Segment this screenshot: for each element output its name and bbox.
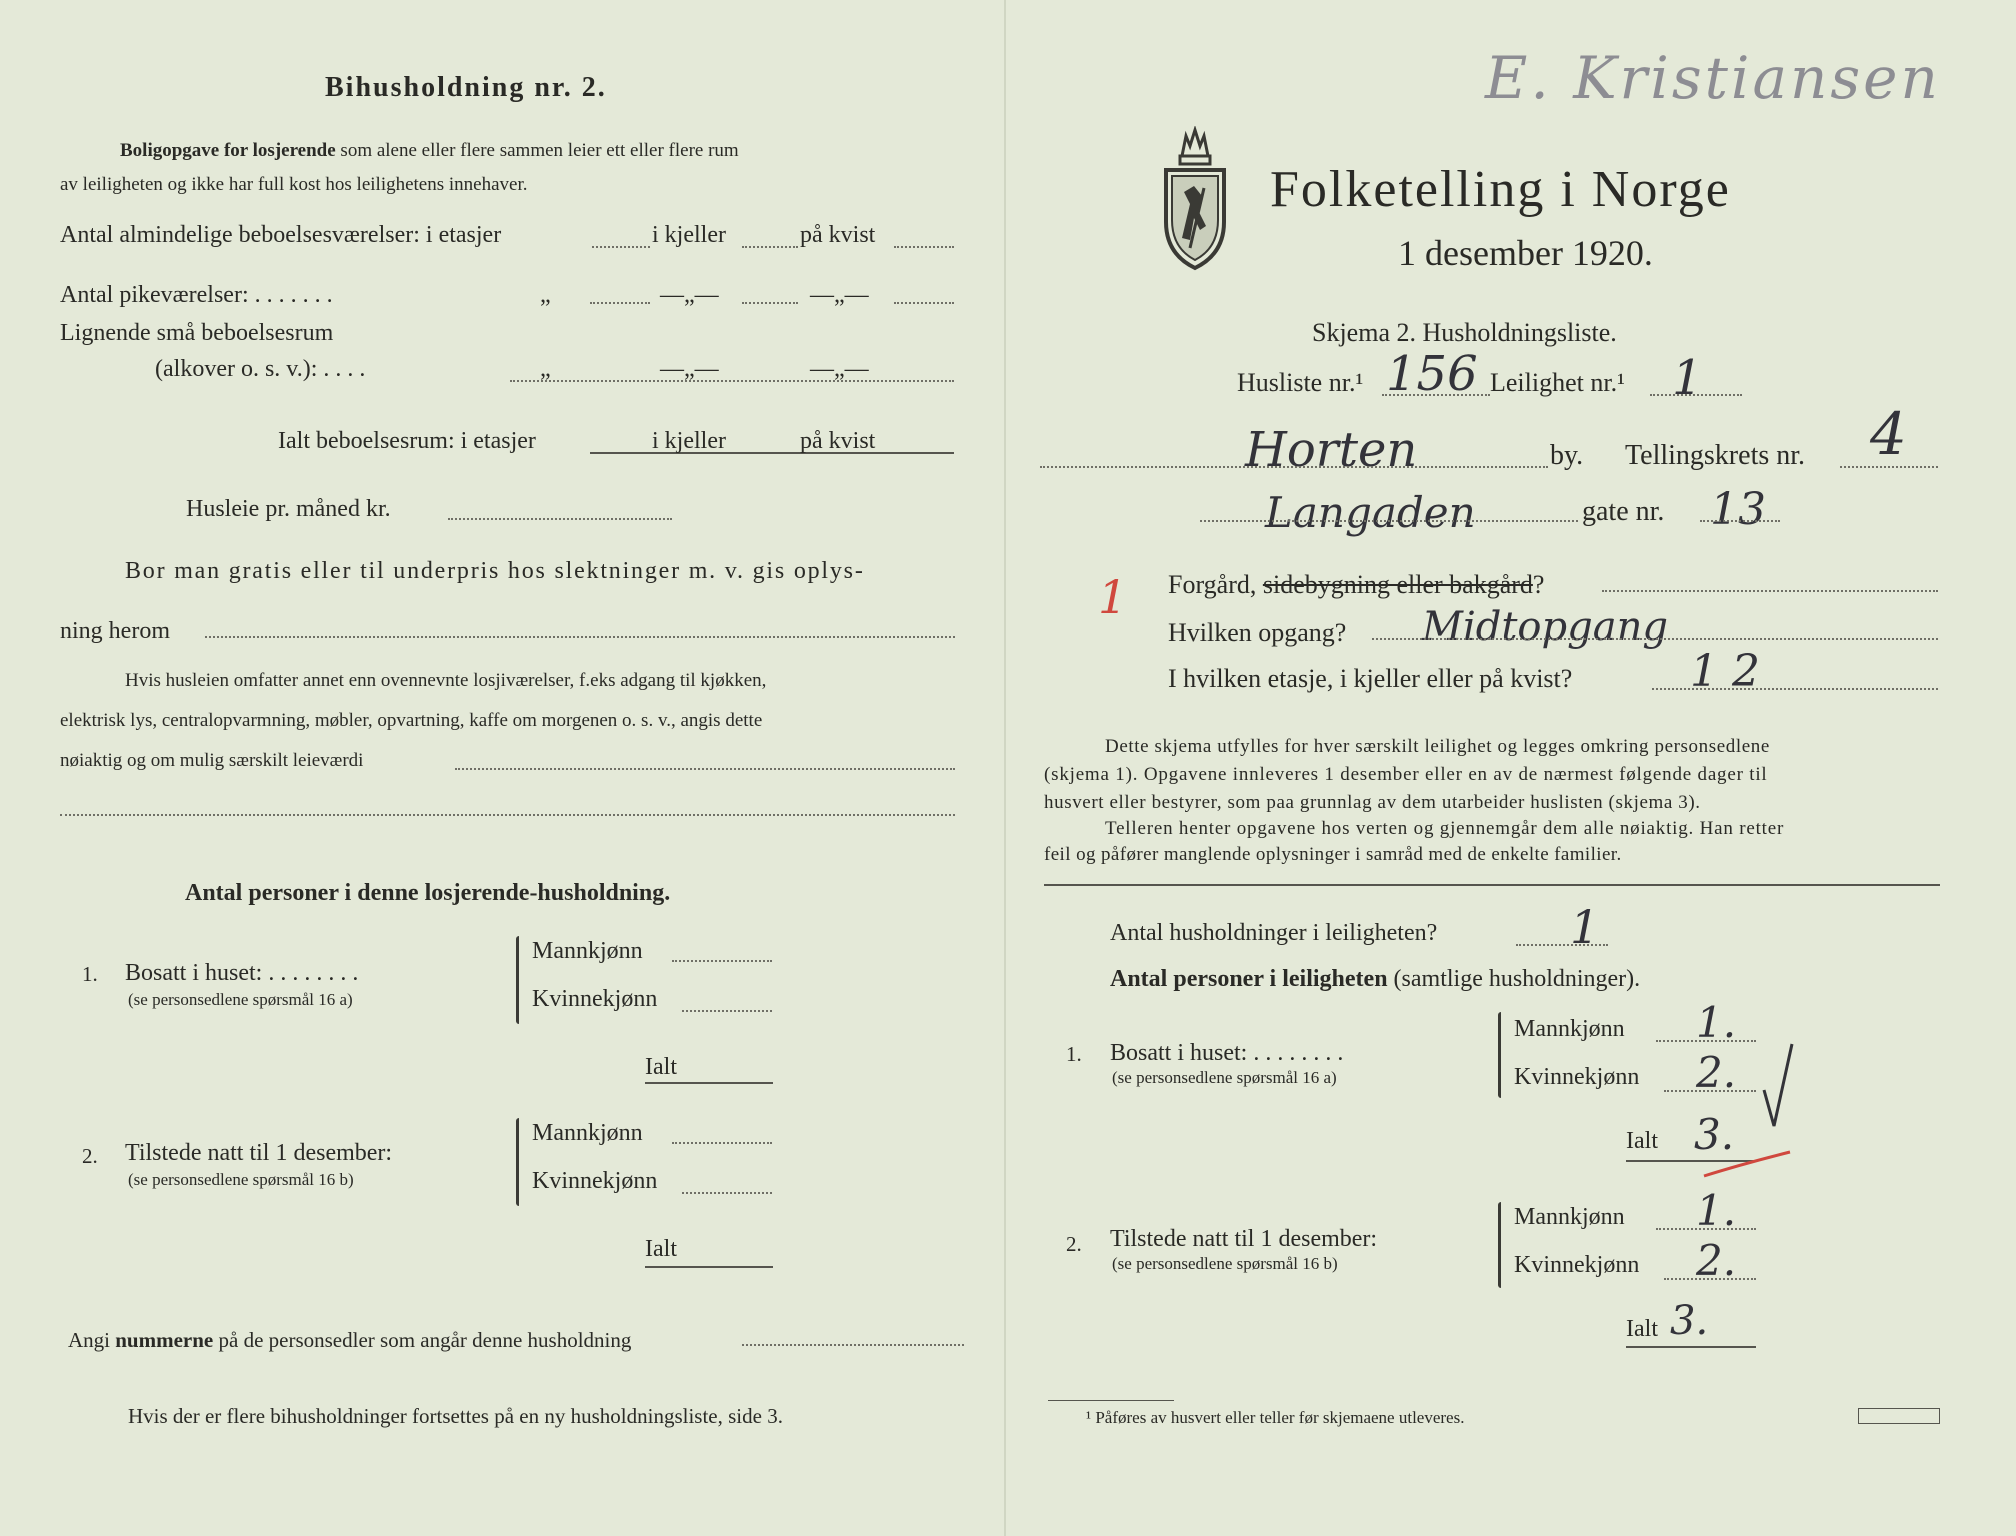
gate-value[interactable]: Langaden — [1265, 488, 1476, 537]
left-angi-pre: Angi — [68, 1328, 110, 1352]
left-intro-line2: av leiligheten og ikke har full kost hos leilighetens innehaver. — [60, 174, 528, 195]
left-hvis-line1: Hvis husleien omfatter annet enn ovennevnte losjiværelser, f.eks adgang til kjøkken, — [125, 670, 767, 691]
left-lignende-label: Lignende små beboelsesrum — [60, 320, 334, 346]
left-q2-brace — [516, 1118, 519, 1206]
form-skjema: Skjema 2. Husholdningsliste. — [1312, 318, 1617, 347]
right-q2-sub: (se personsedlene spørsmål 16 b) — [1112, 1254, 1338, 1273]
left-q1-sub: (se personsedlene spørsmål 16 a) — [128, 990, 353, 1009]
left-pike-ditto3: —„— — [810, 282, 869, 308]
red-pencil-stroke-icon — [1702, 1150, 1792, 1180]
antal-pers-rest: (samtlige husholdninger). — [1393, 966, 1641, 992]
antal-pers-bold: Antal personer i leiligheten — [1110, 966, 1388, 992]
husliste-value[interactable]: 156 — [1386, 346, 1478, 402]
left-rooms-label: Antal almindelige beboelsesværelser: i etasjer — [60, 222, 502, 248]
left-pike-kjeller-blank[interactable] — [742, 302, 798, 304]
left-pike-ditto1: „ — [540, 282, 551, 308]
left-hvis-line3: nøiaktig og om mulig særskilt leieværdi — [60, 750, 364, 771]
left-bor-blank[interactable] — [205, 636, 955, 638]
right-q2-mann-blank — [1656, 1228, 1756, 1230]
left-intro-rest: som alene eller flere sammen leier ett eller flere rum — [340, 140, 739, 161]
left-alkover-ditto3: —„— — [810, 356, 869, 382]
left-husleie-label: Husleie pr. måned kr. — [186, 496, 391, 522]
right-q2-kvinne-value[interactable]: 2. — [1696, 1236, 1737, 1285]
right-q2-num: 2. — [1066, 1232, 1082, 1256]
forgard-struck: sidebygning eller bakgård — [1262, 570, 1533, 599]
left-rooms-kjeller-label: i kjeller — [652, 222, 726, 248]
left-q1-mann-blank[interactable] — [672, 960, 772, 962]
husliste-blank — [1382, 394, 1490, 396]
right-q1-ialt-value[interactable]: 3. — [1694, 1110, 1735, 1159]
antal-hush-blank — [1516, 944, 1608, 946]
antal-hush-value[interactable]: 1 — [1570, 900, 1600, 954]
gate-nr-blank — [1700, 520, 1780, 522]
right-q1-mann-value[interactable]: 1. — [1696, 998, 1737, 1047]
opgang-label: Hvilken opgang? — [1168, 618, 1347, 647]
left-pike-etasjer-blank[interactable] — [590, 302, 650, 304]
left-pike-kvist-blank[interactable] — [894, 302, 954, 304]
left-bor-line1: Bor man gratis eller til underpris hos slektninger m. v. gis oplys- — [125, 558, 865, 584]
left-angi-rest: på de personsedler som angår denne husholdning — [218, 1328, 632, 1352]
section-rule — [1044, 884, 1940, 886]
by-value[interactable]: Horten — [1245, 422, 1418, 478]
leilighet-label: Leilighet nr.¹ — [1490, 368, 1625, 397]
left-rooms-etasjer-blank[interactable] — [592, 246, 650, 248]
left-q2-mann-blank[interactable] — [672, 1142, 772, 1144]
para2-line1: Telleren henter opgavene hos verten og gjennemgår dem alle nøiaktig. Han retter — [1105, 818, 1785, 839]
leilighet-value[interactable]: 1 — [1672, 350, 1703, 406]
forgard-label: Forgård, — [1168, 570, 1257, 599]
gate-label: gate nr. — [1582, 496, 1665, 527]
left-intro-bold: Boligopgave for losjerende — [120, 140, 336, 161]
left-rooms-kjeller-blank[interactable] — [742, 246, 798, 248]
left-q1-label: Bosatt i huset: . . . . . . . . — [125, 960, 359, 986]
left-angi-line — [68, 1328, 631, 1353]
right-q1-kvinne-value[interactable]: 2. — [1696, 1048, 1737, 1097]
left-q1-ialt-line — [645, 1082, 773, 1084]
right-q1-sub: (se personsedlene spørsmål 16 a) — [1112, 1068, 1337, 1087]
left-q1-kvinne-blank[interactable] — [682, 1010, 772, 1012]
leilighet-blank — [1650, 394, 1742, 396]
forgard-q: ? — [1532, 570, 1545, 599]
krets-value[interactable]: 4 — [1870, 400, 1907, 468]
left-q2-ialt-label: Ialt — [645, 1236, 677, 1262]
antal-pers-line — [1110, 966, 1640, 993]
left-alkover-blank[interactable] — [510, 380, 954, 382]
form-date: 1 desember 1920. — [1398, 233, 1653, 273]
left-q1-kvinne-label: Kvinnekjønn — [532, 986, 658, 1012]
footnote: ¹ Påføres av husvert eller teller før skjemaene utleveres. — [1086, 1408, 1465, 1427]
left-alkover-ditto2: —„— — [660, 356, 719, 382]
krets-label: Tellingskrets nr. — [1625, 440, 1806, 471]
right-q2-kvinne-blank — [1664, 1278, 1756, 1280]
right-q1-ialt-label: Ialt — [1626, 1128, 1658, 1154]
left-heading: Bihusholdning nr. 2. — [325, 72, 607, 103]
left-angi-blank[interactable] — [742, 1344, 964, 1346]
left-q2-kvinne-label: Kvinnekjønn — [532, 1168, 658, 1194]
forgard-line — [1168, 570, 1544, 600]
gate-nr-value[interactable]: 13 — [1710, 484, 1766, 535]
left-hvis-blank2[interactable] — [60, 814, 955, 816]
right-q2-ialt-label: Ialt — [1626, 1316, 1658, 1342]
left-hvis-line2: elektrisk lys, centralopvarmning, møbler, opvartning, kaffe om morgenen o. s. v., angis dette — [60, 710, 763, 731]
left-q2-label: Tilstede natt til 1 desember: — [125, 1140, 393, 1166]
right-q1-label: Bosatt i huset: . . . . . . . . — [1110, 1040, 1344, 1066]
left-hvis-blank1[interactable] — [455, 768, 955, 770]
left-intro-line1 — [120, 140, 739, 162]
right-q1-mann-blank — [1656, 1040, 1756, 1042]
left-q2-mann-label: Mannkjønn — [532, 1120, 643, 1146]
top-handwriting: E. Kristiansen — [1485, 44, 1941, 112]
left-alkover-ditto1: „ — [540, 356, 551, 382]
left-q1-ialt-label: Ialt — [645, 1054, 677, 1080]
form-title: Folketelling i Norge — [1270, 161, 1731, 218]
left-q2-kvinne-blank[interactable] — [682, 1192, 772, 1194]
left-q1-mann-label: Mannkjønn — [532, 938, 643, 964]
left-ialt-rooms-label: Ialt beboelsesrum: i etasjer — [278, 428, 536, 454]
coat-of-arms-icon — [1160, 126, 1230, 274]
left-rooms-kvist-label: på kvist — [800, 222, 876, 248]
krets-blank — [1840, 466, 1938, 468]
left-alkover-label: (alkover o. s. v.): . . . . — [155, 356, 366, 382]
etasje-value[interactable]: 1 2 — [1690, 646, 1760, 697]
left-antal-heading: Antal personer i denne losjerende-husholdning. — [185, 880, 671, 906]
para1-line1: Dette skjema utfylles for hver særskilt leilighet og legges omkring personsedlene — [1105, 736, 1770, 757]
footnote-rule — [1048, 1400, 1174, 1401]
gate-blank — [1200, 520, 1578, 522]
printer-mark — [1858, 1408, 1940, 1424]
left-bor-line2: ning herom — [60, 618, 170, 644]
left-ialt-kvist-label: på kvist — [800, 428, 876, 454]
forgard-blank — [1602, 590, 1938, 592]
para2-line2: feil og påfører manglende oplysninger i samråd med de enkelte familier. — [1044, 844, 1622, 865]
right-q2-mann-label: Mannkjønn — [1514, 1204, 1625, 1230]
antal-hush-label: Antal husholdninger i leiligheten? — [1110, 920, 1438, 946]
para1-line2: (skjema 1). Opgavene innleveres 1 desember eller en av de nærmest følgende dager til — [1044, 764, 1768, 785]
left-q2-ialt-line — [645, 1266, 773, 1268]
forgard-red-mark: 1 — [1098, 570, 1128, 624]
right-q1-mann-label: Mannkjønn — [1514, 1016, 1625, 1042]
left-husleie-blank[interactable] — [448, 518, 672, 520]
tally-check-icon — [1762, 1040, 1796, 1130]
right-q1-kvinne-label: Kvinnekjønn — [1514, 1064, 1640, 1090]
left-q1-brace — [516, 936, 519, 1024]
right-q1-num: 1. — [1066, 1042, 1082, 1066]
para1-line3: husvert eller bestyrer, som paa grunnlag av dem utarbeider huslisten (skjema 3). — [1044, 792, 1701, 813]
right-q2-ialt-line — [1626, 1346, 1756, 1348]
left-footer: Hvis der er flere bihusholdninger fortsettes på en ny husholdningsliste, side 3. — [128, 1404, 783, 1428]
right-q1-brace — [1498, 1012, 1501, 1098]
left-ialt-kjeller-label: i kjeller — [652, 428, 726, 454]
right-q2-mann-value[interactable]: 1. — [1696, 1186, 1737, 1235]
left-q1-num: 1. — [82, 962, 98, 986]
etasje-blank — [1652, 688, 1938, 690]
left-angi-bold: nummerne — [115, 1328, 214, 1352]
left-q2-sub: (se personsedlene spørsmål 16 b) — [128, 1170, 354, 1189]
opgang-blank — [1372, 638, 1938, 640]
right-q1-kvinne-blank — [1664, 1090, 1756, 1092]
by-label: by. — [1550, 440, 1584, 471]
left-pike-ditto2: —„— — [660, 282, 719, 308]
left-pike-label: Antal pikeværelser: . . . . . . . — [60, 282, 333, 308]
right-q2-label: Tilstede natt til 1 desember: — [1110, 1226, 1378, 1252]
etasje-label: I hvilken etasje, i kjeller eller på kvist? — [1168, 664, 1573, 693]
by-blank — [1040, 466, 1548, 468]
husliste-label: Husliste nr.¹ — [1237, 368, 1364, 397]
right-q2-kvinne-label: Kvinnekjønn — [1514, 1252, 1640, 1278]
left-q2-num: 2. — [82, 1144, 98, 1168]
right-q2-ialt-value[interactable]: 3. — [1670, 1298, 1709, 1344]
right-q2-brace — [1498, 1202, 1501, 1288]
left-ialt-rooms-line — [590, 452, 954, 454]
opgang-value[interactable]: Midtopgang — [1422, 604, 1668, 650]
page-fold — [1004, 0, 1006, 1536]
left-rooms-kvist-blank[interactable] — [894, 246, 954, 248]
